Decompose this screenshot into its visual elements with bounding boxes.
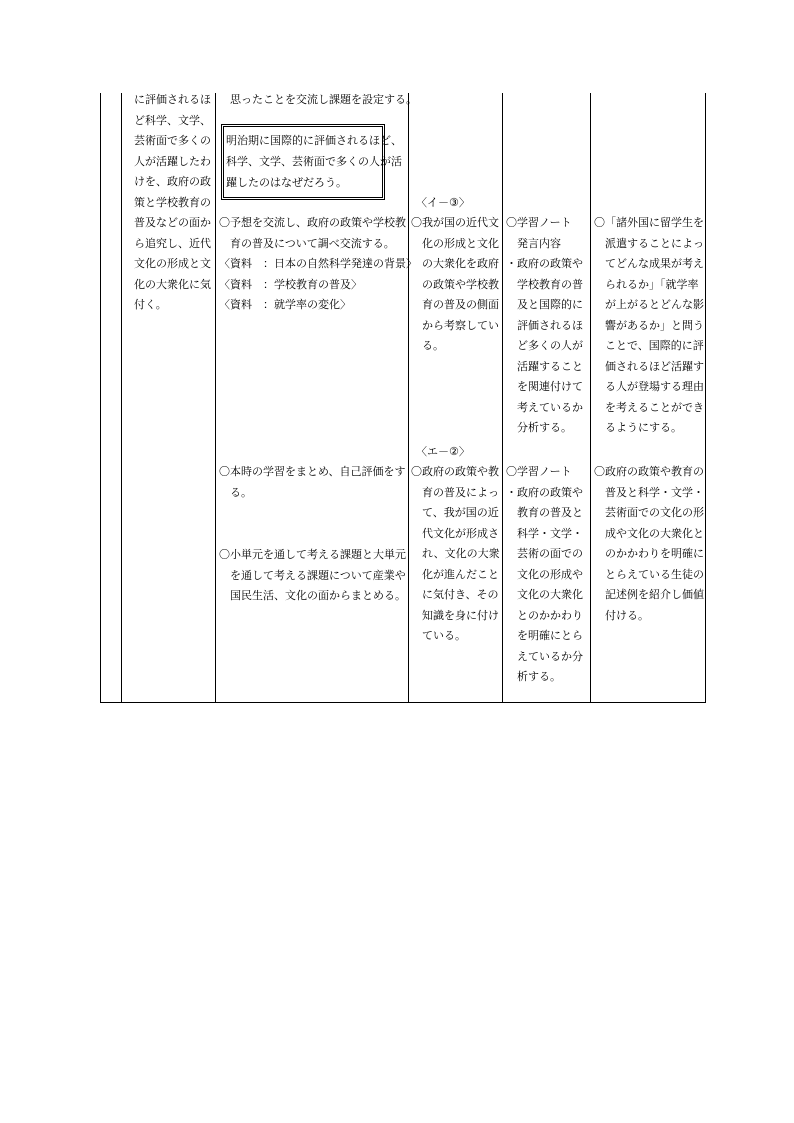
table-divider-4	[502, 93, 503, 703]
col4-method-1: 〇学習ノート 発言内容 ・政府の政策や 学校教育の普 及と国際的に 評価されるほ ど多くの人が 活躍すること を関連付けて 考えているか 分析する。	[506, 216, 583, 434]
table-divider-2	[215, 93, 216, 703]
lesson-question-box	[221, 124, 402, 200]
table-border-left	[100, 93, 101, 703]
col3-criterion-1: 〇我が国の近代文 化の形成と文化 の大衆化を政府 の政策や学校教 育の普及の側面 から考察してい る。	[411, 216, 499, 352]
col5-support-2: 〇政府の政策や教育の 普及と科学・文学・ 芸術面での文化の形 成や文化の大衆化と のかかわりを明確に とらえている生徒の 記述例を紹介し価値 付ける。	[594, 465, 704, 622]
col4-method-2: 〇学習ノート ・政府の政策や 教育の普及と 科学・文学・ 芸術の面での 文化の形成や 文化の大衆化 とのかかわり を明確にとら えているか分 析する。	[506, 465, 583, 683]
lesson-question: 明治期に国際的に評価されるほど、 科学、文学、芸術面で多くの人が活 躍したのはなぜだろう。	[226, 134, 402, 189]
col1-objective: に評価されるほ ど科学、文学、 芸術面で多くの 人が活躍したわ けを、政府の政 策と学校教育の 普及などの面か ら追究し、近代 文化の形成と文 化の大衆化に気 付く。	[134, 93, 211, 311]
table-divider-5	[590, 93, 591, 703]
table-divider-1	[121, 93, 122, 703]
col3-criterion-2: 〇政府の政策や教 育の普及によっ て、我が国の近 代文化が形成さ れ、文化の大衆 化が進んだこと に気付き、その 知識を身に付け ている。	[411, 465, 500, 642]
col3-criterion-label-2: 〈エ－②〉	[416, 445, 470, 458]
col2-activity-unit-review: 〇小単元を通して考える課題と大単元 を通して考える課題について産業や 国民生活、文化の面からまとめる。	[219, 548, 406, 602]
table-divider-3	[408, 93, 409, 703]
col2-activity-predict: 〇予想を交流し、政府の政策や学校教 育の普及について調べ交流する。 〈資料 ：日本の自然科学発達の背景〉 〈資料 ：学校教育の普及〉 〈資料 ：就学率の変化〉	[219, 216, 417, 311]
col3-criterion-label-1: 〈イ－③〉	[416, 196, 470, 209]
table-border-right	[705, 93, 706, 703]
col2-intro: 思ったことを交流し課題を設定する。	[230, 93, 417, 106]
col5-support-1: 〇「諸外国に留学生を 派遣することによっ てどんな成果が考え られるか」「就学率 が上がるとどんな影 響があるか」と問う ことで、国際的に評 価されるほど活躍す る人が登場する理由 を考えることができ るようにする。	[594, 216, 704, 434]
col2-activity-summary: 〇本時の学習をまとめ、自己評価をす る。	[219, 465, 406, 499]
table-border-bottom	[100, 702, 706, 703]
